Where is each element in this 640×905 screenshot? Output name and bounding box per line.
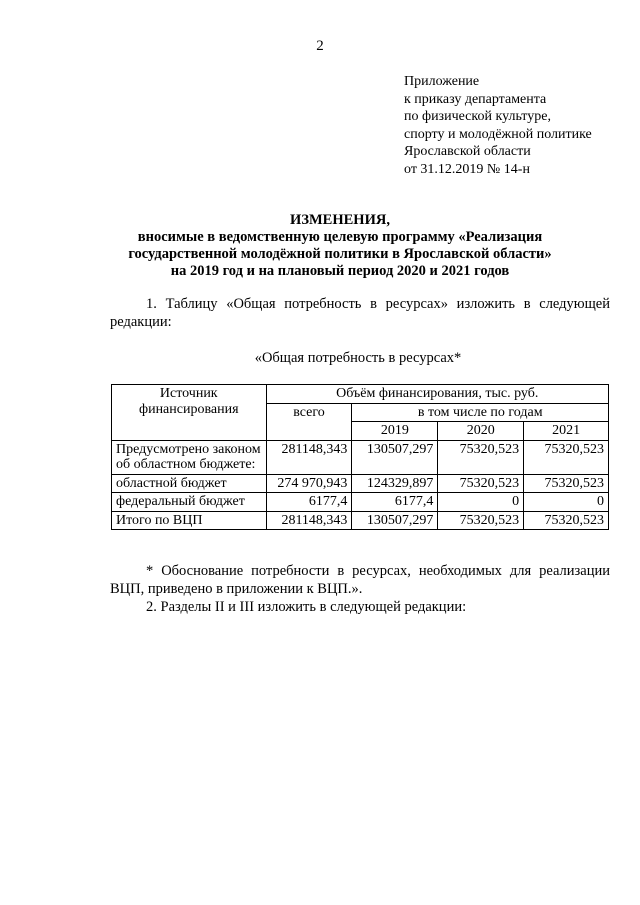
heading-line: государственной молодёжной политики в Ярославской области» <box>128 246 552 262</box>
cell-2019: 124329,897 <box>352 474 438 493</box>
paragraph-2: 2. Разделы II и III изложить в следующей редакции: <box>146 599 467 615</box>
cell-2021: 75320,523 <box>524 440 609 474</box>
cell-2020: 0 <box>438 493 524 512</box>
appendix-line: Ярославской области <box>404 144 531 159</box>
cell-2019: 6177,4 <box>352 493 438 512</box>
heading-line: на 2019 год и на плановый период 2020 и 2021 годов <box>170 263 510 279</box>
row-label: федеральный бюджет <box>112 493 267 512</box>
cell-total: 281148,343 <box>266 511 352 530</box>
cell-total: 6177,4 <box>266 493 352 512</box>
cell-2019: 130507,297 <box>352 511 438 530</box>
paragraph-1-text: 1. Таблицу «Общая потребность в ресурсах» изложить в следующей редакции: <box>110 296 610 330</box>
table-row <box>112 474 609 493</box>
appendix-block <box>404 73 592 178</box>
heading-title: ИЗМЕНЕНИЯ, <box>290 212 390 228</box>
document-heading <box>60 212 620 280</box>
funding-header: Объём финансирования, тыс. руб. <box>266 385 608 404</box>
table-header-row <box>112 385 609 404</box>
cell-2020: 75320,523 <box>438 511 524 530</box>
paragraph-1 <box>110 296 610 331</box>
table-row <box>112 440 609 474</box>
appendix-line: к приказу департамента <box>404 91 547 107</box>
cell-total: 281148,343 <box>266 440 352 474</box>
appendix-line: спорту и молодёжной политике <box>404 126 592 142</box>
footnote-text: * Обоснование потребности в ресурсах, необходимых для реализации ВЦП, приведено в приложении к ВЦП.». <box>110 563 610 597</box>
table-title: «Общая потребность в ресурсах* <box>254 350 462 366</box>
cell-total: 274 970,943 <box>266 474 352 493</box>
cell-2019: 130507,297 <box>352 440 438 474</box>
footnote <box>110 563 610 598</box>
cell-2021: 75320,523 <box>524 474 609 493</box>
source-header: Источник финансирования <box>112 385 267 441</box>
row-label: Итого по ВЦП <box>112 511 267 530</box>
resources-table <box>111 384 609 530</box>
appendix-line: Приложение <box>404 74 480 89</box>
appendix-line: от 31.12.2019 № 14-н <box>404 161 530 177</box>
table-row <box>112 511 609 530</box>
cell-2021: 75320,523 <box>524 511 609 530</box>
year-header: 2020 <box>438 422 524 441</box>
total-header: всего <box>266 403 352 440</box>
cell-2020: 75320,523 <box>438 440 524 474</box>
cell-2021: 0 <box>524 493 609 512</box>
heading-line: вносимые в ведомственную целевую программу «Реализация <box>137 229 543 245</box>
row-label: Предусмотрено законом об областном бюджете: <box>112 440 267 474</box>
page-number: 2 <box>316 38 324 54</box>
year-header: 2021 <box>524 422 609 441</box>
row-label: областной бюджет <box>112 474 267 493</box>
including-header: в том числе по годам <box>352 403 609 422</box>
cell-2020: 75320,523 <box>438 474 524 493</box>
appendix-line: по физической культуре, <box>404 109 551 124</box>
year-header: 2019 <box>352 422 438 441</box>
table-row <box>112 493 609 512</box>
